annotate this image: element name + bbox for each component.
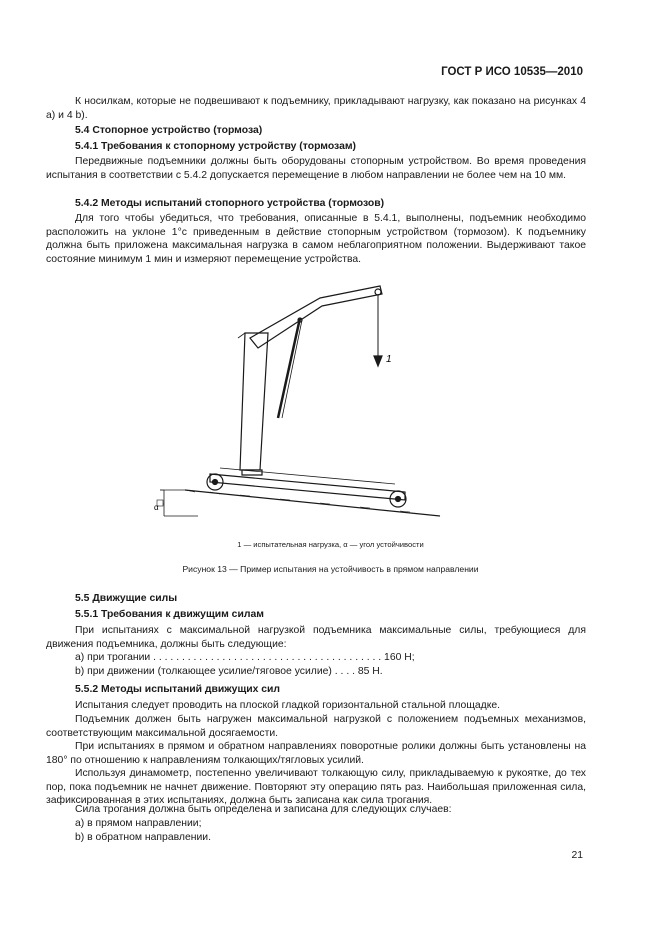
direction-item-a: a) в прямом направлении; xyxy=(75,818,202,829)
section-5-5-2-para-3: При испытаниях в прямом и обратном направлениях поворотные ролики должны быть установлены на 180° по отношению к направлениям толкающих/тягловых усилий. xyxy=(46,741,586,766)
section-5-5-2-heading: 5.5.2 Методы испытаний движущих сил xyxy=(75,684,281,695)
section-5-5-2-para-2: Подъемник должен быть нагружен максимальной нагрузкой с положением подъемных механизмов, соответствующим максимальной досягаемости. xyxy=(46,714,586,739)
standard-header: ГОСТ Р ИСО 10535—2010 xyxy=(441,66,583,78)
intro-paragraph: К носилкам, которые не подвешивают к подъемнику, прикладывают нагрузку, как показано на рисунках 4 a) и 4 b). xyxy=(46,96,586,121)
incline-line xyxy=(185,490,440,516)
page-number: 21 xyxy=(571,850,583,861)
section-5-4-2-heading: 5.4.2 Методы испытаний стопорного устройства (тормозов) xyxy=(75,198,385,209)
section-5-5-2-para-1: Испытания следует проводить на плоской гладкой горизонтальной стальной площадке. xyxy=(75,700,501,711)
force-item-a: a) при трогании . . . . . . . . . . . . . . . . . . . . . . . . . . . . . . . . . . . . . . . . 160 Н; xyxy=(75,652,415,663)
figure-caption: Рисунок 13 — Пример испытания на устойчивость в прямом направлении xyxy=(182,564,479,574)
figure-legend: 1 — испытательная нагрузка, α — угол устойчивости xyxy=(237,540,424,549)
section-5-5-heading: 5.5 Движущие силы xyxy=(75,593,178,604)
section-5-5-1-text: При испытаниях с максимальной нагрузкой подъемника максимальные силы, требующиеся для движения подъемника, должны быть следующие: xyxy=(46,625,586,650)
section-5-4-1-text: Передвижные подъемники должны быть оборудованы стопорным устройством. Во время проведения испытания в соответствии с 5.4.2 допускается перемещение в любом направлении не более чем на 10 мм. xyxy=(46,156,586,181)
force-item-b: b) при движении (толкающее усилие/тяговое усилие) . . . . 85 Н. xyxy=(75,666,383,677)
direction-item-b: b) в обратном направлении. xyxy=(75,832,211,843)
section-5-4-2-text: Для того чтобы убедиться, что требования, описанные в 5.4.1, выполнены, подъемник необходимо расположить на уклоне 1°с приведенным в действие стопорным устройством (тормозом). К подъемнику должна быть приложена максимальная нагрузка в самом неблагоприятном положении. Выдерживают такое состояние минимум 1 мин и измеряют перемещение устройства. xyxy=(46,213,586,265)
boom xyxy=(250,286,382,348)
lift-stability-figure xyxy=(150,278,450,523)
angle-label: α xyxy=(154,503,159,512)
section-5-5-2-para-4: Используя динамометр, постепенно увеличивают толкающую силу, прикладываемую к рукоятке, до тех пор, пока подъемник не начнет движение. Повторяют эту операцию пять раз. Наибольшая приложенная сила, зафиксированная в этих испытаниях, должна быть записана как сила трогания. xyxy=(46,768,586,807)
section-5-5-1-heading: 5.5.1 Требования к движущим силам xyxy=(75,609,264,620)
mast xyxy=(240,333,268,470)
section-5-4-1-heading: 5.4.1 Требования к стопорному устройству (тормозам) xyxy=(75,141,356,152)
load-label: 1 xyxy=(386,354,392,365)
section-5-4-heading: 5.4 Стопорное устройство (тормоза) xyxy=(75,125,263,136)
section-5-5-2-para-5: Сила трогания должна быть определена и записана для следующих случаев: xyxy=(75,804,452,815)
